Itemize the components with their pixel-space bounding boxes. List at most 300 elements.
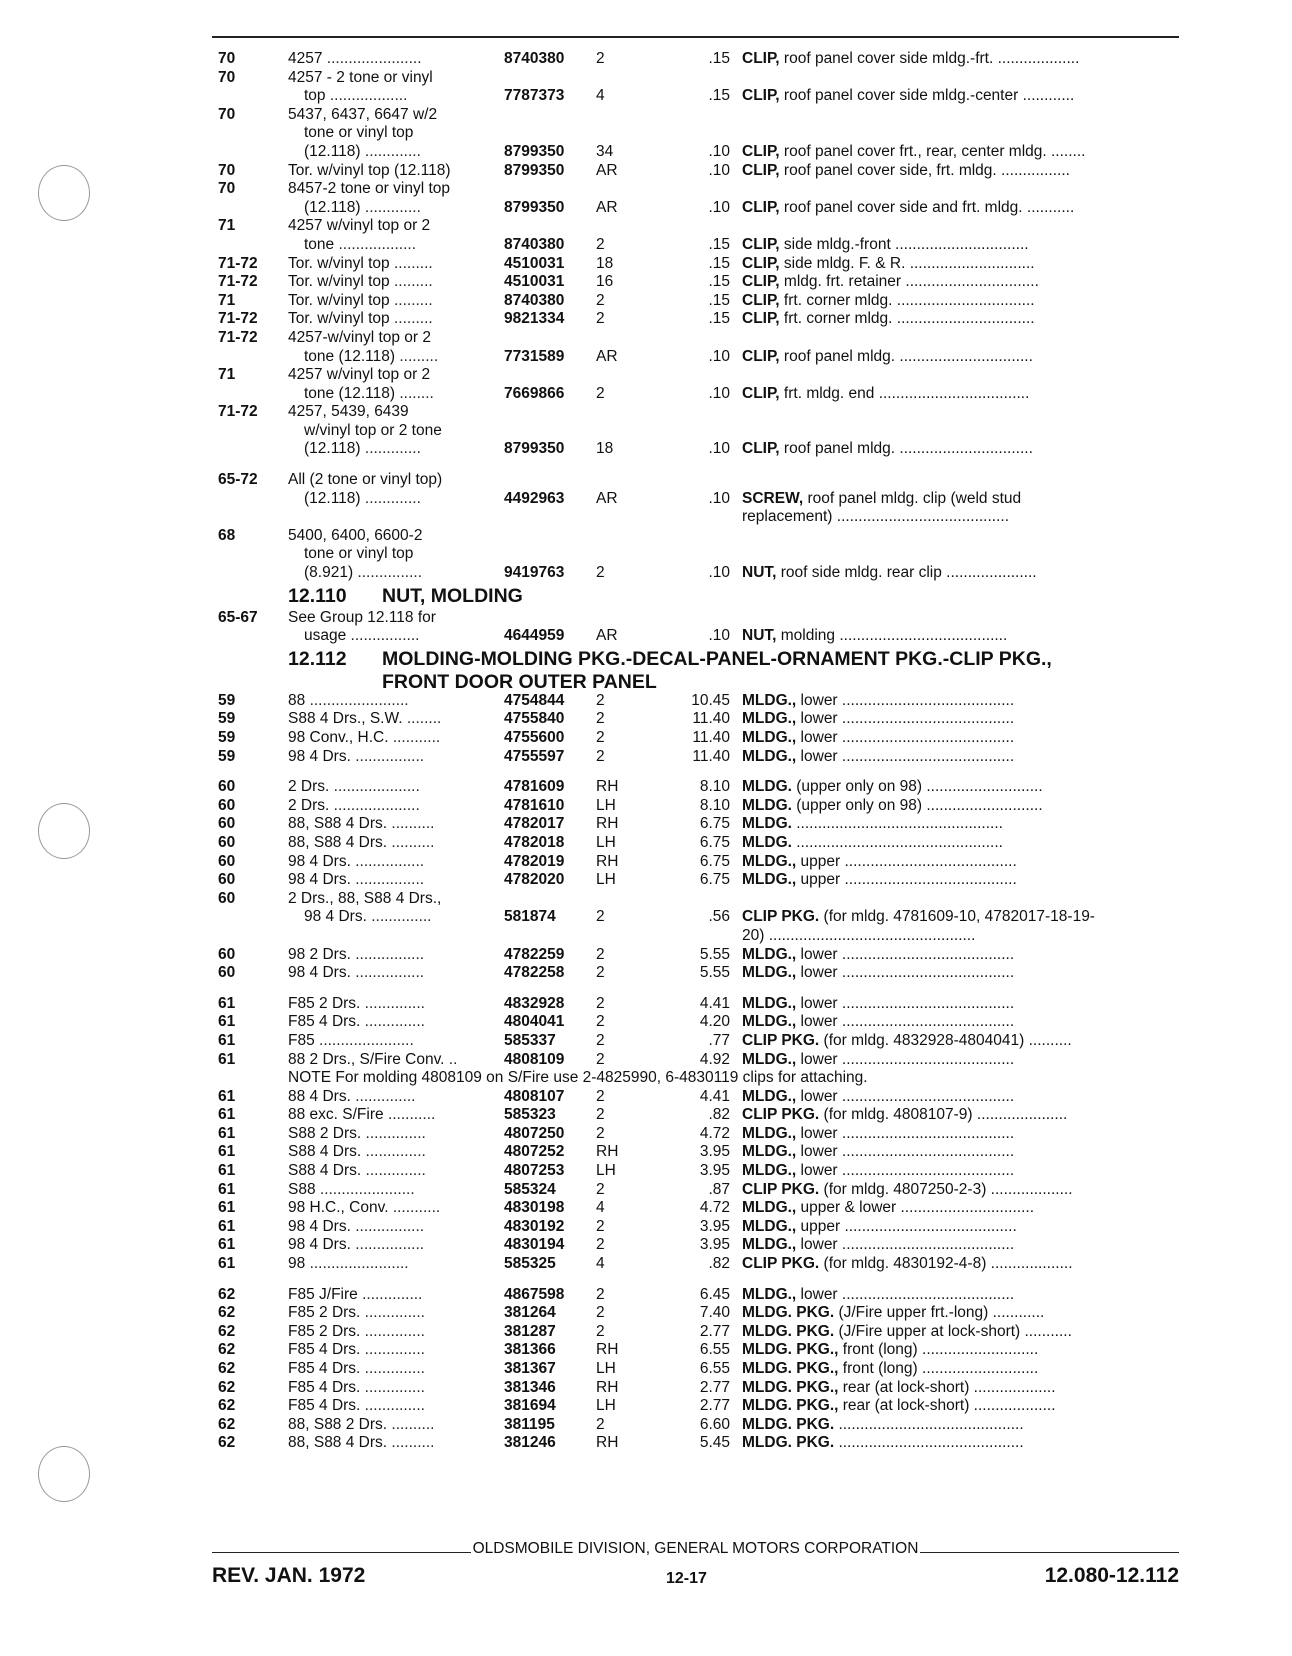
part-keyword: MLDG.,: [742, 1162, 797, 1180]
application-description: [288, 1162, 508, 1181]
page-footer: [212, 1540, 1179, 1600]
application-description: [288, 964, 508, 983]
part-keyword: NUT,: [742, 627, 777, 645]
part-keyword: CLIP,: [742, 347, 780, 365]
section-number: 12.112: [288, 647, 347, 670]
quantity: AR: [596, 161, 618, 179]
part-detail: (for mldg. 4781609-10, 4782017-18-19-: [819, 908, 1095, 926]
description-text: usage: [304, 627, 351, 645]
quantity: 34: [596, 142, 614, 160]
part-keyword: CLIP,: [742, 198, 780, 216]
table-row: [212, 815, 1179, 834]
application-description: [288, 1143, 508, 1162]
price: 5.45: [699, 1434, 730, 1452]
quantity: 2: [596, 994, 605, 1012]
price: .56: [708, 908, 730, 926]
part-name: [742, 778, 1178, 797]
dot-leader: ...........: [392, 729, 441, 746]
model-year: 71-72: [218, 328, 258, 346]
part-number: 4830192: [504, 1217, 565, 1235]
part-detail: lower ........................................: [796, 964, 1015, 982]
model-year: 61: [218, 1124, 236, 1142]
model-year: 62: [218, 1415, 236, 1433]
description-text: top: [304, 87, 330, 105]
section-title: FRONT DOOR OUTER PANEL: [382, 670, 657, 693]
part-detail: lower ........................................: [796, 1143, 1015, 1161]
part-number: 4830194: [504, 1236, 565, 1254]
price: .10: [708, 142, 730, 160]
price: 6.60: [699, 1415, 730, 1433]
application-description: [288, 890, 508, 909]
dot-leader: ..............: [364, 1013, 425, 1031]
part-name: [742, 995, 1178, 1014]
part-keyword: MLDG. PKG.: [742, 1322, 835, 1340]
price: 5.55: [699, 964, 730, 982]
table-row: [212, 162, 1179, 181]
part-name: [742, 292, 1178, 311]
table-row: [212, 422, 1179, 441]
part-keyword: MLDG.,: [742, 1217, 797, 1235]
part-number: 4644959: [504, 627, 565, 645]
description-text: 98 4 Drs.: [288, 1236, 356, 1254]
part-number: 381694: [504, 1397, 556, 1415]
section-heading: [212, 583, 1179, 609]
dot-leader: ......................: [319, 1180, 415, 1198]
table-row: [212, 106, 1179, 125]
price: .10: [708, 161, 730, 179]
description-text: 4257 w/vinyl top or 2: [288, 366, 431, 384]
application-description: [288, 1125, 508, 1144]
application-description: [288, 609, 508, 628]
application-description: [288, 255, 508, 274]
part-name: [742, 50, 1178, 69]
part-keyword: MLDG. PKG.,: [742, 1378, 839, 1396]
part-detail: (J/Fire upper frt.-long) ............: [834, 1304, 1045, 1322]
part-detail: roof panel cover side mldg.-frt. ...................: [779, 50, 1080, 67]
table-row: [212, 124, 1179, 143]
model-year: 70: [218, 68, 236, 86]
application-description: [304, 627, 508, 646]
application-description: [288, 871, 508, 890]
model-year: 62: [218, 1360, 236, 1377]
model-year: 62: [218, 1322, 236, 1340]
dot-leader: ..............: [364, 1378, 425, 1396]
model-year: 60: [218, 889, 236, 907]
quantity: RH: [596, 778, 619, 796]
part-keyword: MLDG. PKG.,: [742, 1341, 839, 1359]
part-number: 381264: [504, 1304, 556, 1322]
application-description: [288, 329, 508, 348]
table-row: [212, 329, 1179, 348]
quantity: LH: [596, 796, 616, 814]
part-name: [742, 729, 1178, 748]
part-name: [742, 199, 1178, 218]
dot-leader: ..............: [364, 1322, 425, 1340]
part-keyword: MLDG.,: [742, 945, 797, 963]
part-name: [742, 1416, 1178, 1435]
description-text: (12.118): [304, 142, 365, 160]
description-text: 98: [288, 1255, 310, 1273]
model-year: 65-72: [218, 471, 258, 489]
part-name: [742, 236, 1178, 255]
application-description: [288, 366, 508, 385]
application-description: [288, 778, 508, 797]
model-year: 71-72: [218, 310, 258, 328]
application-description: [288, 729, 508, 748]
description-text: F85: [288, 1031, 320, 1049]
price: 11.40: [692, 747, 730, 765]
part-number: 4782020: [504, 871, 565, 889]
model-year: 61: [218, 1106, 236, 1124]
part-name: [742, 1434, 1178, 1453]
price: .82: [708, 1255, 730, 1273]
part-name: [742, 1341, 1178, 1360]
description-text: 98 4 Drs.: [288, 747, 356, 765]
description-text: 98 4 Drs.: [288, 1217, 356, 1235]
quantity: 2: [596, 1106, 605, 1124]
part-number: 585324: [504, 1180, 556, 1198]
price: .15: [708, 310, 730, 328]
application-description: [288, 1304, 508, 1323]
table-row: [212, 1013, 1179, 1032]
part-number: 8740380: [504, 235, 565, 253]
part-keyword: MLDG.: [742, 815, 792, 833]
table-row: [212, 729, 1179, 748]
part-keyword: CLIP PKG.: [742, 1031, 820, 1049]
part-number: 4782019: [504, 852, 565, 870]
quantity: 2: [596, 50, 605, 67]
application-description: [288, 403, 508, 422]
dot-leader: ..............: [365, 1162, 426, 1180]
table-row: [212, 609, 1179, 628]
model-year: 61: [218, 1236, 236, 1254]
model-year: 59: [218, 710, 236, 728]
model-year: 60: [218, 833, 236, 851]
dot-leader: .........: [393, 310, 433, 328]
part-keyword: MLDG.,: [742, 1143, 797, 1161]
part-number: 4755840: [504, 710, 565, 728]
quantity: 2: [596, 1180, 605, 1198]
part-keyword: CLIP,: [742, 87, 780, 105]
dot-leader: .............: [364, 440, 421, 458]
application-description: [288, 1236, 508, 1255]
part-detail: molding .......................................: [776, 627, 1008, 645]
table-row: [212, 853, 1179, 872]
table-row: [212, 273, 1179, 292]
part-detail: lower ........................................: [796, 945, 1015, 963]
table-row: [212, 1032, 1179, 1051]
table-row: [212, 1434, 1179, 1453]
table-row: [212, 564, 1179, 583]
part-number: 8799350: [504, 161, 565, 179]
table-row: [212, 834, 1179, 853]
part-name: [742, 490, 1178, 509]
quantity: 2: [596, 1031, 605, 1049]
part-name: [742, 1323, 1178, 1342]
quantity: 2: [596, 1050, 605, 1068]
model-year: 61: [218, 1217, 236, 1235]
part-number: 4510031: [504, 254, 565, 272]
description-text: 88, S88 4 Drs.: [288, 1434, 392, 1452]
description-text: 4257: [288, 50, 327, 67]
price: 3.95: [699, 1217, 730, 1235]
model-year: 71: [218, 217, 236, 235]
table-row: [212, 927, 1179, 946]
model-year: 61: [218, 1180, 236, 1198]
application-description: [288, 273, 508, 292]
model-year: 62: [218, 1304, 236, 1322]
price: 7.40: [699, 1304, 730, 1322]
row-spacer: [212, 983, 1179, 995]
price: .15: [708, 50, 730, 67]
description-text: (12.118): [304, 198, 365, 216]
part-keyword: MLDG.,: [742, 1236, 797, 1254]
note-row: [212, 1069, 1179, 1088]
part-detail: roof side mldg. rear clip .....................: [776, 564, 1037, 582]
dot-leader: ..............: [364, 1397, 425, 1415]
dot-leader: .............: [364, 142, 421, 160]
revision-date: REV. JAN. 1972: [212, 1564, 366, 1587]
table-row: [212, 1341, 1179, 1360]
table-row: [212, 471, 1179, 490]
part-number: 381287: [504, 1322, 556, 1340]
part-keyword: MLDG.,: [742, 852, 797, 870]
table-row: [212, 69, 1179, 88]
price: 3.95: [699, 1143, 730, 1161]
quantity: LH: [596, 1360, 616, 1377]
quantity: 16: [596, 273, 614, 291]
part-detail: lower ........................................: [796, 994, 1015, 1012]
part-name: [742, 710, 1178, 729]
dot-leader: .......................: [309, 691, 409, 709]
description-text: F85 J/Fire: [288, 1285, 363, 1303]
part-keyword: CLIP,: [742, 291, 780, 309]
table-row: [212, 1255, 1179, 1274]
section-title: MOLDING-MOLDING PKG.-DECAL-PANEL-ORNAMENT PKG.-CLIP PKG.,: [382, 647, 1052, 670]
description-text: tone or vinyl top: [304, 124, 414, 142]
part-name: [742, 1218, 1178, 1237]
part-name: [742, 797, 1178, 816]
application-description: [304, 564, 508, 583]
description-text: 88: [288, 691, 310, 709]
dot-leader: ..............: [364, 1341, 425, 1359]
price: .10: [708, 489, 730, 507]
part-number: 4781610: [504, 796, 565, 814]
description-text: Tor. w/vinyl top (12.118): [288, 161, 451, 179]
description-text: F85 2 Drs.: [288, 1322, 365, 1340]
description-text: F85 2 Drs.: [288, 994, 365, 1012]
part-detail: roof panel cover frt., rear, center mldg. ........: [779, 142, 1086, 160]
table-row: [212, 1304, 1179, 1323]
model-year: 68: [218, 526, 236, 544]
quantity: 2: [596, 1285, 605, 1303]
dot-leader: ................: [355, 871, 425, 889]
part-detail: mldg. frt. retainer ...............................: [779, 273, 1039, 291]
description-text: F85 4 Drs.: [288, 1341, 365, 1359]
table-row: [212, 199, 1179, 218]
price: .82: [708, 1106, 730, 1124]
description-text: 4257 - 2 tone or vinyl: [288, 68, 433, 86]
description-text: w/vinyl top or 2 tone: [304, 421, 442, 439]
description-text: 5400, 6400, 6600-2: [288, 526, 423, 544]
dot-leader: ..............: [364, 994, 425, 1012]
part-keyword: MLDG. PKG.,: [742, 1397, 839, 1415]
part-keyword: MLDG. PKG.: [742, 1304, 835, 1322]
description-text: Tor. w/vinyl top: [288, 254, 394, 272]
part-detail: upper ........................................: [796, 871, 1017, 889]
application-description: [304, 236, 508, 255]
application-description: [304, 440, 508, 459]
quantity: RH: [596, 1143, 619, 1161]
part-number: 4781609: [504, 778, 565, 796]
part-keyword: MLDG. PKG.: [742, 1434, 835, 1452]
part-detail: roof panel mldg. clip (weld stud: [803, 489, 1022, 507]
part-detail: frt. corner mldg. ................................: [779, 310, 1035, 328]
section-heading-continued: [212, 672, 1179, 692]
dot-leader: ..............: [364, 1304, 425, 1322]
part-detail: upper ........................................: [796, 1217, 1017, 1235]
model-year: 71-72: [218, 403, 258, 421]
model-year: 71-72: [218, 254, 258, 272]
dot-leader: ....................: [333, 796, 420, 814]
application-description: [288, 1013, 508, 1032]
part-detail: roof panel cover side and frt. mldg. ...........: [779, 198, 1075, 216]
part-number: 4867598: [504, 1285, 565, 1303]
part-keyword: MLDG.,: [742, 1285, 797, 1303]
part-detail: frt. mldg. end ...................................: [779, 384, 1030, 402]
part-number: 4782018: [504, 833, 565, 851]
part-detail: (for mldg. 4830192-4-8) ...................: [819, 1255, 1073, 1273]
part-number: 4830198: [504, 1199, 565, 1217]
application-description: [288, 1434, 508, 1453]
table-row: [212, 1323, 1179, 1342]
dot-leader: ..........: [391, 1434, 435, 1452]
table-row: [212, 964, 1179, 983]
part-detail: (for mldg. 4808107-9) .....................: [819, 1106, 1068, 1124]
quantity: 4: [596, 1255, 605, 1273]
part-name: [742, 853, 1178, 872]
quantity: RH: [596, 815, 619, 833]
part-detail: side mldg. F. & R. .............................: [779, 254, 1035, 272]
description-text: F85 4 Drs.: [288, 1360, 365, 1377]
price: 5.55: [699, 945, 730, 963]
part-keyword: NUT,: [742, 564, 777, 582]
part-detail: (for mldg. 4807250-2-3) ...................: [819, 1180, 1073, 1198]
description-text: 88 exc. S/Fire: [288, 1106, 388, 1124]
dot-leader: ..........: [391, 1415, 435, 1433]
part-name: [742, 1032, 1178, 1051]
part-keyword: CLIP,: [742, 142, 780, 160]
application-description: [304, 348, 508, 367]
part-detail: ...........................................: [834, 1415, 1024, 1433]
part-number: 4804041: [504, 1013, 565, 1031]
part-name: [742, 87, 1178, 106]
price: .10: [708, 384, 730, 402]
table-row: [212, 1379, 1179, 1398]
model-year: 60: [218, 815, 236, 833]
dot-leader: ..................: [329, 87, 408, 105]
description-text: (12.118): [304, 440, 365, 458]
table-row: [212, 490, 1179, 509]
quantity: AR: [596, 347, 618, 365]
section-title: NUT, MOLDING: [382, 584, 523, 607]
dot-leader: ................: [355, 1236, 425, 1254]
application-description: [288, 1199, 508, 1218]
description-text: 88, S88 4 Drs.: [288, 833, 392, 851]
quantity: 2: [596, 1124, 605, 1142]
model-year: 61: [218, 1143, 236, 1161]
description-text: S88 4 Drs.: [288, 1143, 366, 1161]
quantity: 2: [596, 384, 605, 402]
application-description: [288, 310, 508, 329]
part-number: 4755597: [504, 747, 565, 765]
dot-leader: ......................: [326, 50, 422, 67]
part-name: [742, 440, 1178, 459]
part-number: 7669866: [504, 384, 565, 402]
table-row: [212, 217, 1179, 236]
model-year: 62: [218, 1434, 236, 1452]
application-description: [288, 1106, 508, 1125]
description-text: tone: [304, 235, 339, 253]
price: 11.40: [692, 729, 730, 746]
application-description: [288, 69, 508, 88]
price: 6.75: [699, 871, 730, 889]
part-detail: lower ........................................: [796, 1162, 1015, 1180]
price: 4.92: [699, 1050, 730, 1068]
part-keyword: MLDG.,: [742, 964, 797, 982]
part-detail: roof panel mldg. ...............................: [779, 440, 1033, 458]
description-text: tone (12.118): [304, 384, 400, 402]
dot-leader: ..............: [364, 1360, 425, 1377]
model-year: 62: [218, 1397, 236, 1415]
part-keyword: CLIP,: [742, 310, 780, 328]
dot-leader: ..............: [365, 1124, 426, 1142]
table-row: [212, 1199, 1179, 1218]
part-name: [742, 1181, 1178, 1200]
part-number: 4755600: [504, 729, 565, 746]
part-name: [742, 508, 1178, 527]
part-number: 381346: [504, 1378, 556, 1396]
table-row: [212, 440, 1179, 459]
model-year: 62: [218, 1285, 236, 1303]
table-row: [212, 1360, 1179, 1379]
part-detail: ...........................................: [834, 1434, 1024, 1452]
part-number: 7787373: [504, 87, 565, 105]
table-row: [212, 908, 1179, 927]
part-keyword: CLIP,: [742, 440, 780, 458]
quantity: LH: [596, 1162, 616, 1180]
table-row: [212, 1125, 1179, 1144]
description-text: All (2 tone or vinyl top): [288, 471, 443, 489]
table-row: [212, 946, 1179, 965]
model-year: 61: [218, 1087, 236, 1105]
table-row: [212, 890, 1179, 909]
part-number: 4754844: [504, 691, 565, 709]
quantity: 4: [596, 1199, 605, 1217]
price: 6.75: [699, 852, 730, 870]
application-description: [288, 217, 508, 236]
part-number: 8799350: [504, 440, 565, 458]
application-description: [288, 1255, 508, 1274]
part-number: 4832928: [504, 994, 565, 1012]
page-number: 12-17: [666, 1570, 707, 1587]
part-name: [742, 1199, 1178, 1218]
part-keyword: MLDG.,: [742, 1124, 797, 1142]
price: 11.40: [692, 710, 730, 728]
dot-leader: ..........: [391, 833, 435, 851]
description-text: F85 2 Drs.: [288, 1304, 365, 1322]
dot-leader: ..............: [371, 908, 432, 926]
